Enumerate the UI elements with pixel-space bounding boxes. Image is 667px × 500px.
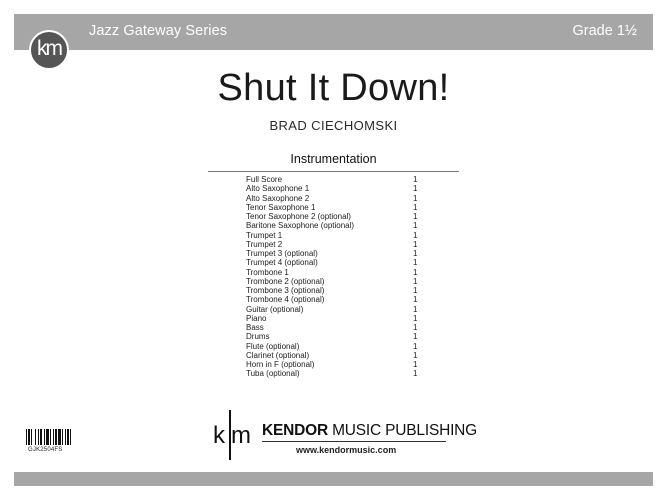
instrument-quantity: 1 <box>413 249 418 258</box>
publisher-name-rest: MUSIC PUBLISHING <box>327 422 478 439</box>
barcode-icon <box>26 429 88 445</box>
instrument-name: Horn in F (optional) <box>246 360 315 369</box>
instrument-row <box>246 351 426 360</box>
instrument-name: Alto Saxophone 1 <box>246 184 310 194</box>
instrument-row <box>246 258 426 267</box>
instrument-quantity: 1 <box>413 369 418 379</box>
instrument-quantity: 1 <box>413 313 418 323</box>
instrument-row <box>246 184 426 193</box>
instrument-name: Trombone 3 (optional) <box>246 286 325 295</box>
publisher-name <box>262 422 477 440</box>
instrument-name: Trumpet 2 <box>246 239 283 249</box>
instrument-name: Tenor Saxophone 1 <box>246 202 316 212</box>
instrument-name: Bass <box>246 323 264 332</box>
instrument-row <box>246 240 426 249</box>
instrument-quantity: 1 <box>413 323 418 332</box>
instrument-quantity: 1 <box>413 175 418 184</box>
instrument-row <box>246 268 426 277</box>
instrument-quantity: 1 <box>413 350 418 360</box>
instrument-quantity: 1 <box>413 258 418 268</box>
instrument-row <box>246 203 426 212</box>
instrumentation-divider <box>208 171 459 172</box>
svg-text:k: k <box>213 422 225 449</box>
instrument-row <box>246 212 426 221</box>
km-badge-text: km <box>37 37 61 60</box>
instrument-quantity: 1 <box>413 341 418 351</box>
instrument-name: Flute (optional) <box>246 341 300 351</box>
instrument-quantity: 1 <box>413 184 418 194</box>
instrument-name: Tenor Saxophone 2 (optional) <box>246 212 351 221</box>
instrument-name: Alto Saxophone 2 <box>246 193 310 203</box>
svg-text:m: m <box>231 422 251 449</box>
series-name: Jazz Gateway Series <box>89 23 228 39</box>
instrument-name: Tuba (optional) <box>246 369 300 379</box>
series-header-bar <box>14 14 653 50</box>
instrument-name: Guitar (optional) <box>246 304 304 314</box>
instrumentation-heading: Instrumentation <box>290 152 377 166</box>
instrument-quantity: 1 <box>413 295 418 305</box>
instrument-row <box>246 314 426 323</box>
publisher-url[interactable]: www.kendormusic.com <box>296 445 397 455</box>
instrument-quantity: 1 <box>413 239 418 249</box>
instrument-row <box>246 277 426 286</box>
instrument-row <box>246 332 426 341</box>
instrument-row <box>246 286 426 295</box>
instrument-quantity: 1 <box>413 286 418 295</box>
piece-title: Shut It Down! <box>217 67 450 109</box>
instrument-row <box>246 231 426 240</box>
instrument-row <box>246 369 426 378</box>
instrument-name: Full Score <box>246 175 283 184</box>
publisher-divider <box>262 441 446 442</box>
instrument-quantity: 1 <box>413 230 418 240</box>
instrument-row <box>246 249 426 258</box>
instrument-name: Trombone 4 (optional) <box>246 295 325 305</box>
instrument-row <box>246 323 426 332</box>
instrument-row <box>246 305 426 314</box>
instrumentation-list <box>246 175 426 379</box>
km-badge-logo <box>29 30 69 70</box>
instrument-row <box>246 295 426 304</box>
instrument-name: Baritone Saxophone (optional) <box>246 221 355 231</box>
instrument-quantity: 1 <box>413 360 418 369</box>
instrument-quantity: 1 <box>413 221 418 231</box>
instrument-quantity: 1 <box>413 193 418 203</box>
instrument-name: Trumpet 1 <box>246 230 283 240</box>
instrument-quantity: 1 <box>413 212 418 221</box>
instrument-quantity: 1 <box>413 276 418 286</box>
instrument-quantity: 1 <box>413 202 418 212</box>
instrument-row <box>246 360 426 369</box>
instrument-quantity: 1 <box>413 267 418 277</box>
instrument-name: Trumpet 4 (optional) <box>246 258 318 268</box>
publisher-name-bold: KENDOR <box>262 422 328 439</box>
instrument-name: Trombone 2 (optional) <box>246 276 325 286</box>
footer-bar <box>14 472 653 486</box>
composer-name: BRAD CIECHOMSKI <box>269 118 398 133</box>
instrument-quantity: 1 <box>413 304 418 314</box>
instrument-row <box>246 342 426 351</box>
instrument-name: Trumpet 3 (optional) <box>246 249 318 258</box>
instrument-name: Piano <box>246 313 267 323</box>
instrument-name: Drums <box>246 332 270 342</box>
instrument-quantity: 1 <box>413 332 418 342</box>
instrument-name: Trombone 1 <box>246 267 289 277</box>
grade-level: Grade 1½ <box>572 23 637 39</box>
kendor-logo-icon <box>210 410 254 460</box>
instrument-row <box>246 194 426 203</box>
instrument-row <box>246 175 426 184</box>
instrument-row <box>246 221 426 230</box>
instrument-name: Clarinet (optional) <box>246 350 310 360</box>
barcode-code: GJK2504FS <box>28 447 63 453</box>
